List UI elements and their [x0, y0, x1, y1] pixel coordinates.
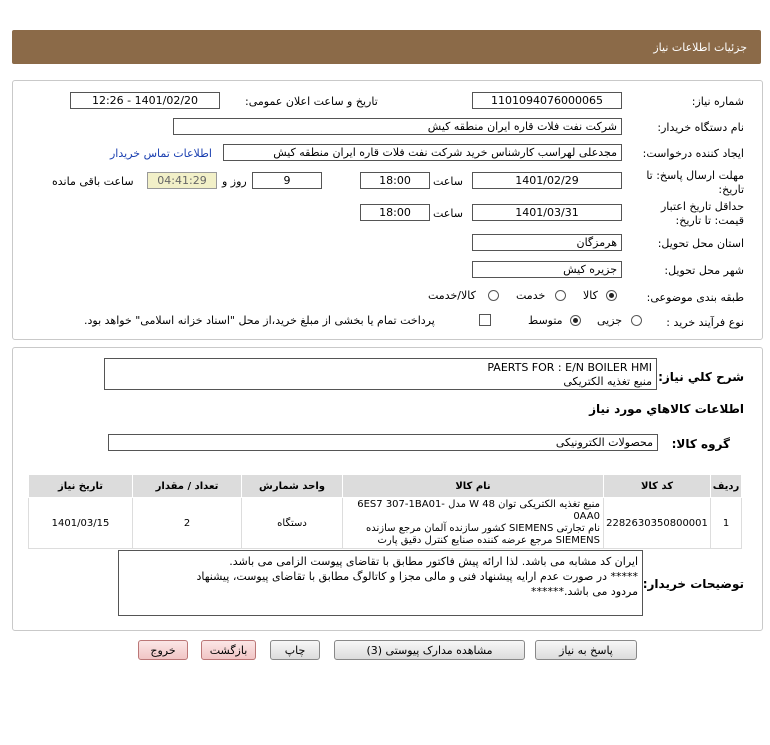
treasury-payment-note: پرداخت تمام یا بخشی از مبلغ خرید،از محل "اسناد خزانه اسلامی" خواهد بود. — [84, 314, 435, 327]
remaining-label: ساعت باقی مانده — [52, 175, 134, 188]
contact-buyer-link[interactable]: اطلاعات تماس خریدار — [110, 147, 212, 160]
creator-label: ایجاد کننده درخواست: — [642, 147, 744, 160]
view-attachments-button[interactable]: مشاهده مدارک پیوستی (3) — [334, 640, 525, 660]
treasury-payment-checkbox[interactable] — [479, 314, 491, 326]
city-label: شهر محل تحویل: — [664, 264, 744, 277]
buyer-notes-box — [118, 550, 643, 616]
creator-field: مجدعلی لهراسب کارشناس خرید شرکت نفت فلات قاره ایران منطقه کیش — [223, 144, 622, 161]
row-name-line-2: نام تجارتی SIEMENS کشور سازنده آلمان مرجع سازنده — [365, 523, 600, 534]
category-option-goods: کالا — [583, 289, 598, 302]
category-label: طبقه بندی موضوعی: — [646, 291, 744, 304]
row-date: 1401/03/15 — [29, 498, 133, 549]
header-qty: تعداد / مقدار — [133, 475, 242, 498]
header-index: ردیف — [711, 475, 742, 498]
announce-field: 1401/02/20 - 12:26 — [70, 92, 220, 109]
goods-info-title: اطلاعات کالاهاي مورد نياز — [589, 402, 744, 416]
row-code: 2282630350800001 — [604, 498, 711, 549]
deadline-label: مهلت ارسال پاسخ: تا — [646, 169, 744, 182]
need-number-field: 1101094076000065 — [472, 92, 622, 109]
deadline-time-label: ساعت — [433, 175, 463, 188]
print-button[interactable]: چاپ — [270, 640, 320, 660]
purchase-radio-medium[interactable] — [570, 315, 581, 326]
page-header — [12, 30, 761, 64]
buyer-notes-line-2: ***** در صورت عدم ارایه پیشنهاد فنی و مالی مجزا و کاتالوگ مطابق با تقاضای پیوست، پیشنهاد — [196, 570, 638, 583]
announce-label: تاریخ و ساعت اعلان عمومی: — [245, 95, 378, 108]
page-title: جزئیات اطلاعات نیاز — [653, 41, 747, 54]
reply-button[interactable]: پاسخ به نیاز — [535, 640, 637, 660]
purchase-option-minor: جزیی — [597, 314, 623, 327]
buyer-org-label: نام دستگاه خریدار: — [657, 121, 744, 134]
buyer-notes-line-3: مردود می باشد.****** — [530, 585, 638, 598]
validity-time-label: ساعت — [433, 207, 463, 220]
need-number-label: شماره نیاز: — [691, 95, 744, 108]
table-row — [29, 498, 742, 549]
goods-table — [28, 474, 742, 549]
validity-date-field: 1401/03/31 — [472, 204, 622, 221]
back-button[interactable]: بازگشت — [201, 640, 256, 660]
row-name-line-3: SIEMENS مرجع عرضه کننده صنایع کنترل دقیق پارت — [377, 535, 600, 546]
category-option-goods-service: کالا/خدمت — [428, 289, 476, 302]
goods-table-header — [29, 475, 742, 498]
description-label: شرح کلي نياز: — [658, 370, 744, 384]
exit-button[interactable]: خروج — [138, 640, 188, 660]
description-box — [104, 358, 657, 390]
header-code: کد کالا — [604, 475, 711, 498]
description-line-1: PAERTS FOR : E/N BOILER HMI — [487, 361, 652, 374]
buyer-notes-label: توضیحات خریدار: — [642, 577, 744, 591]
row-index: 1 — [711, 498, 742, 549]
deadline-date-field: 1401/02/29 — [472, 172, 622, 189]
days-count-field: 9 — [252, 172, 322, 189]
goods-group-label: گروه کالا: — [671, 437, 730, 451]
purchase-type-label: نوع فرآیند خرید : — [666, 316, 744, 329]
buyer-notes-line-1: ایران کد مشابه می باشد. لذا ارائه پیش فاکتور مطابق با تقاضای پیوست الزامی می باشد. — [229, 555, 638, 568]
category-radio-goods-service[interactable] — [488, 290, 499, 301]
days-label: روز و — [222, 175, 247, 188]
description-line-2: منبع تغذیه الکتریکی — [563, 375, 652, 388]
row-name-line-1: منبع تغذیه الکتریکی توان 48 W مدل 6ES7 307-1BA01-0AA0 — [357, 499, 600, 522]
buyer-org-field: شرکت نفت فلات قاره ایران منطقه کیش — [173, 118, 622, 135]
header-unit: واحد شمارش — [242, 475, 343, 498]
province-field: هرمزگان — [472, 234, 622, 251]
header-name: نام کالا — [343, 475, 604, 498]
category-option-service: خدمت — [516, 289, 546, 302]
deadline-time-field: 18:00 — [360, 172, 430, 189]
purchase-option-medium: متوسط — [528, 314, 563, 327]
remaining-time-field: 04:41:29 — [147, 172, 217, 189]
deadline-label-date: تاریخ: — [718, 183, 744, 196]
row-qty: 2 — [133, 498, 242, 549]
row-unit: دستگاه — [242, 498, 343, 549]
header-date: تاریخ نیاز — [29, 475, 133, 498]
purchase-radio-minor[interactable] — [631, 315, 642, 326]
validity-label: حداقل تاریخ اعتبار — [660, 200, 744, 213]
goods-group-field: محصولات الکترونیکی — [108, 434, 658, 451]
row-name — [343, 498, 604, 549]
province-label: استان محل تحویل: — [657, 237, 744, 250]
category-radio-goods[interactable] — [606, 290, 617, 301]
category-radio-service[interactable] — [555, 290, 566, 301]
city-field: جزیره کیش — [472, 261, 622, 278]
validity-time-field: 18:00 — [360, 204, 430, 221]
validity-label-date: قیمت: تا تاریخ: — [675, 214, 744, 227]
